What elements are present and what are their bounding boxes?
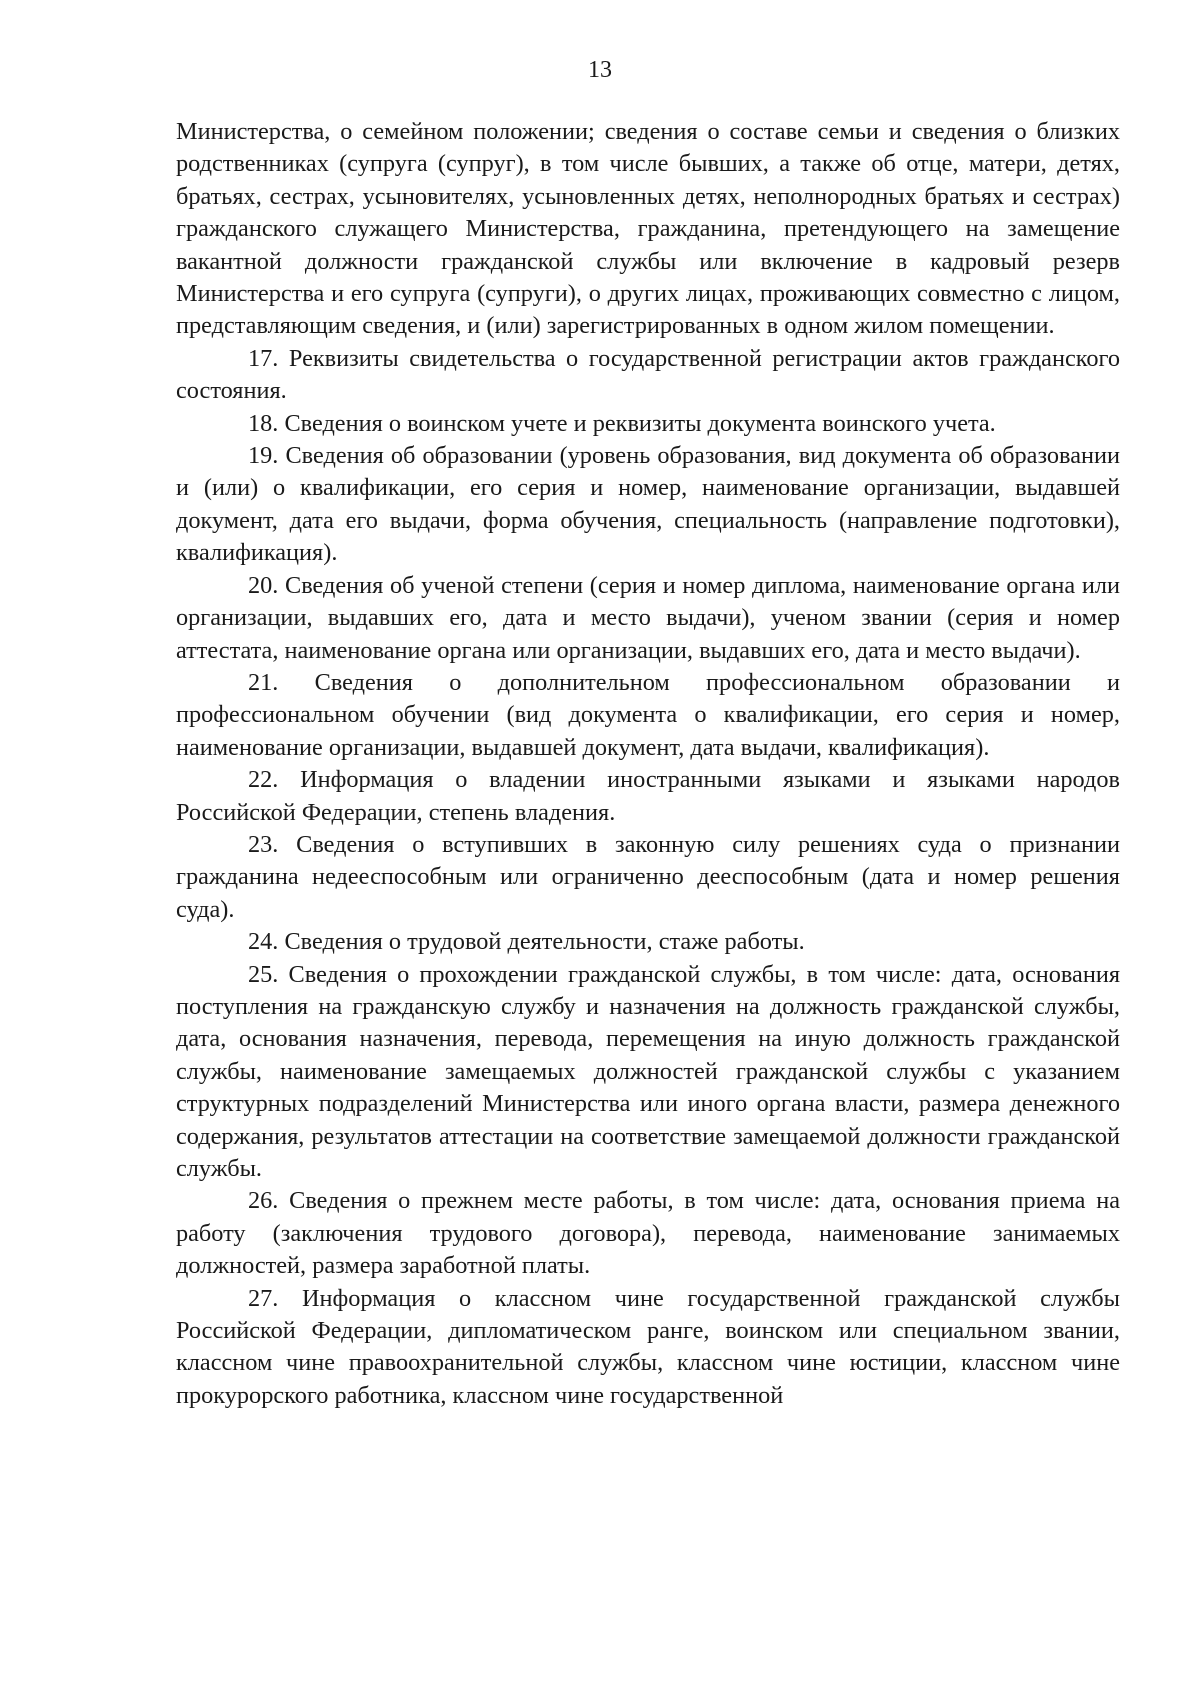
- paragraph-continuation: Министерства, о семейном положении; сведения о составе семьи и сведения о близких родственниках (супруга (супруг), в том числе бывших, а также об отце, матери, детях, братьях, сестрах, усыновителях, усыновленных детях, неполнородных братьях и сестрах) гражданского служащего Министерства, гражданина, претендующего на замещение вакантной должности гражданской службы или включение в кадровый резерв Министерства и его супруга (супруги), о других лицах, проживающих совместно с лицом, представляющим сведения, и (или) зарегистрированных в одном жилом помещении.: [176, 118, 1120, 340]
- paragraph-item-17: 17. Реквизиты свидетельства о государственной регистрации актов гражданского состояния.: [176, 344, 1120, 405]
- paragraph-item-20: 20. Сведения об ученой степени (серия и номер диплома, наименование органа или организации, выдавших его, дата и место выдачи), ученом звании (серия и номер аттестата, наименование органа или организации, выдавших его, дата и место выдачи).: [176, 571, 1120, 664]
- document-body: [176, 116, 1120, 1412]
- paragraph-item-22: 22. Информация о владении иностранными языками и языками народов Российской Федерации, степень владения.: [176, 766, 1120, 826]
- page-number: 13: [588, 57, 612, 83]
- paragraph-item-27: 27. Информация о классном чине государственной гражданской службы Российской Федерации, дипломатическом ранге, воинском или специальном звании, классном чине правоохранительной службы, классном чине юстиции, классном чине прокурорского работника, классном чине государственной: [176, 1284, 1120, 1409]
- paragraph-item-18: 18. Сведения о воинском учете и реквизиты документа воинского учета.: [248, 409, 996, 437]
- paragraph-item-26: 26. Сведения о прежнем месте работы, в том числе: дата, основания приема на работу (заключения трудового договора), перевода, наименование занимаемых должностей, размера заработной платы.: [176, 1187, 1120, 1280]
- paragraph-item-23: 23. Сведения о вступивших в законную силу решениях суда о признании гражданина недееспособным или ограниченно дееспособным (дата и номер решения суда).: [176, 830, 1120, 923]
- paragraph-item-24: 24. Сведения о трудовой деятельности, стаже работы.: [248, 928, 805, 956]
- paragraph-item-25: 25. Сведения о прохождении гражданской службы, в том числе: дата, основания поступления на гражданскую службу и назначения на должность гражданской службы, дата, основания назначения, перевода, перемещения на иную должность гражданской службы, наименование замещаемых должностей гражданской службы с указанием структурных подразделений Министерства или иного органа власти, размера денежного содержания, результатов аттестации на соответствие замещаемой должности гражданской службы.: [176, 960, 1120, 1182]
- paragraph-item-19: 19. Сведения об образовании (уровень образования, вид документа об образовании и (или) о квалификации, его серия и номер, наименование организации, выдавшей документ, дата его выдачи, форма обучения, специальность (направление подготовки), квалификация).: [176, 442, 1120, 567]
- paragraph-item-21: 21. Сведения о дополнительном профессиональном образовании и профессиональном обучении (вид документа о квалификации, его серия и номер, наименование организации, выдавшей документ, дата выдачи, квалификация).: [176, 668, 1120, 761]
